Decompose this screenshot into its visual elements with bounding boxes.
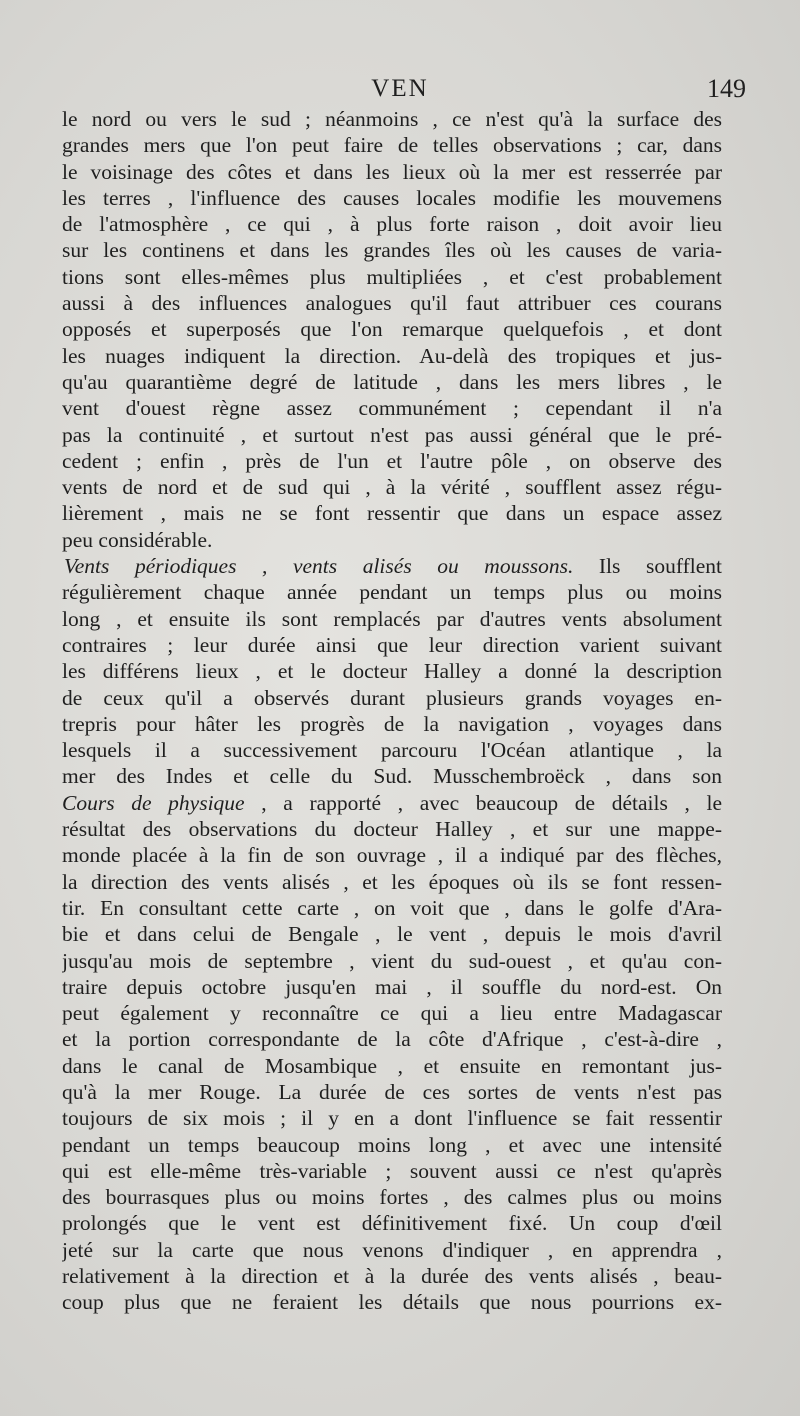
text-line: cedent ; enfin , près de l'un et l'autre pôle , on observe des xyxy=(62,448,722,473)
text-line: long , et ensuite ils sont remplacés par d'autres vents absolument xyxy=(62,606,722,631)
page-header xyxy=(60,74,746,110)
text-line: le nord ou vers le sud ; néanmoins , ce n'est qu'à la surface des xyxy=(62,107,722,131)
text-line: vent d'ouest règne assez communément ; cependant il n'a xyxy=(62,396,722,421)
text-line: opposés et superposés que l'on remarque quelquefois , et dont xyxy=(62,317,722,342)
text-line: traire depuis octobre jusqu'en mai , il souffle du nord-est. On xyxy=(62,974,722,999)
text-line: les différens lieux , et le docteur Halley a donné la description xyxy=(62,659,722,684)
text-line: de ceux qu'il a observés durant plusieurs grands voyages en- xyxy=(62,685,722,710)
text-line: coup plus que ne feraient les détails que nous pourrions ex- xyxy=(62,1290,722,1315)
text-line: lièrement , mais ne se font ressentir que dans un espace assez xyxy=(62,501,722,526)
text-line: pas la continuité , et surtout n'est pas aussi général que le pré- xyxy=(62,422,722,447)
text-segment: Ils soufflent xyxy=(598,554,722,579)
body-text xyxy=(62,106,722,1316)
text-line: prolongés que le vent est définitivement fixé. Un coup d'œil xyxy=(62,1211,722,1236)
text-line: pendant un temps beaucoup moins long , et avec une intensité xyxy=(62,1132,722,1157)
text-line: des bourrasques plus ou moins fortes , des calmes plus ou moins xyxy=(62,1185,722,1210)
text-line: bie et dans celui de Bengale , le vent , depuis le mois d'avril xyxy=(62,922,722,947)
text-line: grandes mers que l'on peut faire de telles observations ; car, dans xyxy=(62,133,722,158)
text-segment: , a rapporté , avec beaucoup de détails , le xyxy=(261,790,722,815)
text-line: tir. En consultant cette carte , on voit que , dans le golfe d'Ara- xyxy=(62,895,722,920)
text-line: jeté sur la carte que nous venons d'indiquer , en apprendra , xyxy=(62,1237,722,1262)
text-line: jusqu'au mois de septembre , vient du sud-ouest , et qu'au con- xyxy=(62,948,722,973)
text-line: sur les continens et dans les grandes îles où les causes de varia- xyxy=(62,238,722,263)
text-line: relativement à la direction et à la durée des vents alisés , beau- xyxy=(62,1264,722,1289)
text-line: qui est elle-même très-variable ; souvent aussi ce n'est qu'après xyxy=(62,1158,722,1183)
text-line: dans le canal de Mosambique , et ensuite en remontant jus- xyxy=(62,1053,722,1078)
text-line: et la portion correspondante de la côte d'Afrique , c'est-à-dire , xyxy=(62,1027,722,1052)
text-line-section-start xyxy=(62,553,722,579)
text-line: monde placée à la fin de son ouvrage , il a indiqué par des flèches, xyxy=(62,843,722,868)
text-line: peu considérable. xyxy=(62,527,213,552)
text-line: vents de nord et de sud qui , à la vérité , soufflent assez régu- xyxy=(62,475,722,500)
text-line: la direction des vents alisés , et les époques où ils se font ressen- xyxy=(62,869,722,894)
page-number: 149 xyxy=(707,74,746,103)
text-line: contraires ; leur durée ainsi que leur direction varient suivant xyxy=(62,632,722,657)
text-line: trepris pour hâter les progrès de la navigation , voyages dans xyxy=(62,711,722,736)
text-line-with-title xyxy=(62,790,722,816)
text-line: tions sont elles-mêmes plus multipliées , et c'est probablement xyxy=(62,264,722,289)
text-line: le voisinage des côtes et dans les lieux où la mer est resserrée par xyxy=(62,159,722,184)
text-line: les terres , l'influence des causes locales modifie les mouvemens xyxy=(62,185,722,210)
text-line: lesquels il a successivement parcouru l'Océan atlantique , la xyxy=(62,738,722,763)
section-heading: Vents périodiques , vents alisés ou moussons. xyxy=(64,554,574,579)
text-line: qu'au quarantième degré de latitude , dans les mers libres , le xyxy=(62,369,722,394)
text-line: résultat des observations du docteur Halley , et sur une mappe- xyxy=(62,817,722,842)
text-line: aussi à des influences analogues qu'il faut attribuer ces courans xyxy=(62,291,722,316)
running-head: VEN xyxy=(371,75,429,102)
text-line: les nuages indiquent la direction. Au-delà des tropiques et jus- xyxy=(62,343,722,368)
text-line: peut également y reconnaître ce qui a lieu entre Madagascar xyxy=(62,1001,722,1026)
text-line: de l'atmosphère , ce qui , à plus forte raison , doit avoir lieu xyxy=(62,212,722,237)
text-line: qu'à la mer Rouge. La durée de ces sortes de vents n'est pas xyxy=(62,1079,722,1104)
text-line: régulièrement chaque année pendant un temps plus ou moins xyxy=(62,580,722,605)
text-line: toujours de six mois ; il y en a dont l'influence se fait ressentir xyxy=(62,1106,722,1131)
book-title: Cours de physique xyxy=(62,790,245,815)
text-line: mer des Indes et celle du Sud. Musschembroëck , dans son xyxy=(62,764,722,789)
